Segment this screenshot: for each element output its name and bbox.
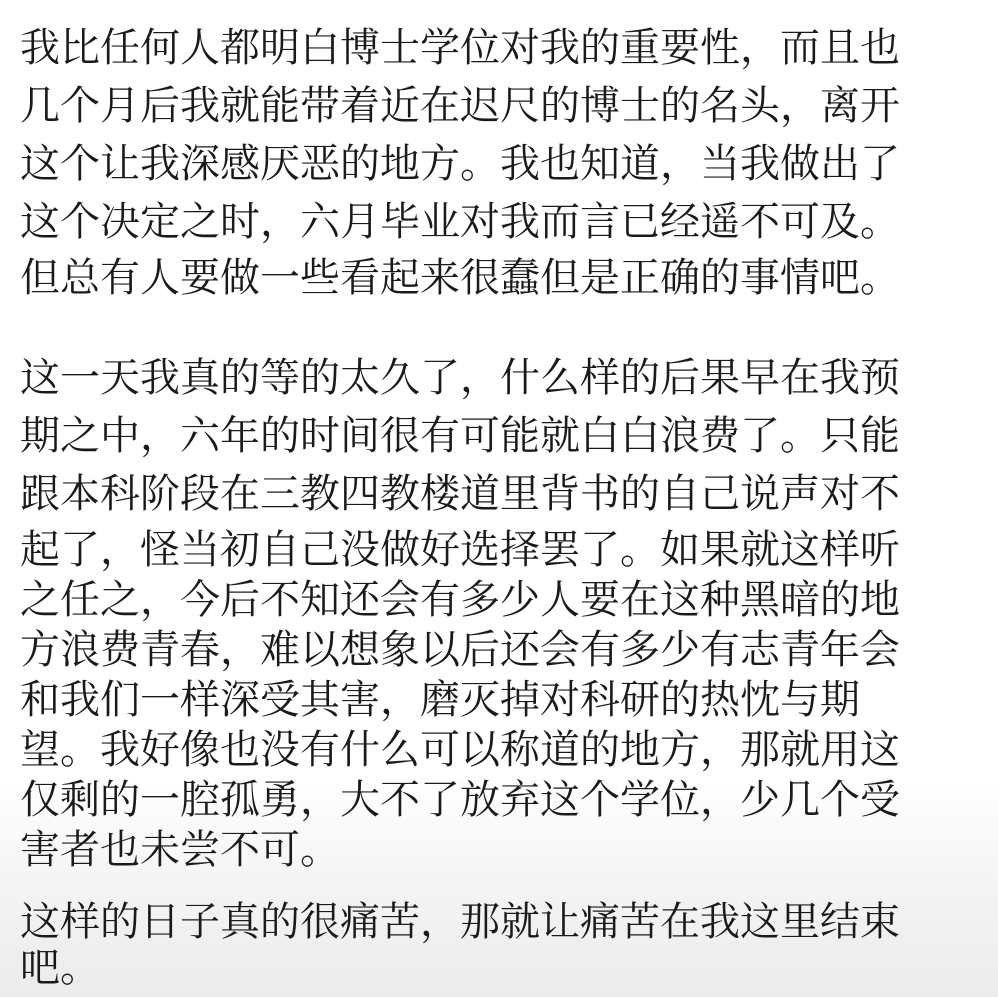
text-line: 几个月后我就能带着近在迟尺的博士的名头，离开 xyxy=(20,83,900,129)
text-line: 我比任何人都明白博士学位对我的重要性，而且也 xyxy=(20,25,900,71)
text-line: 但总有人要做一些看起来很蠢但是正确的事情吧。 xyxy=(20,255,900,301)
text-line: 吧。 xyxy=(20,945,100,991)
text-line: 方浪费青春，难以想象以后还会有多少有志青年会 xyxy=(20,627,900,673)
text-line: 望。我好像也没有什么可以称道的地方，那就用这 xyxy=(20,727,900,773)
text-line: 害者也未尝不可。 xyxy=(20,827,340,873)
text-line: 跟本科阶段在三教四教楼道里背书的自己说声对不 xyxy=(20,471,900,517)
text-line: 期之中，六年的时间很有可能就白白浪费了。只能 xyxy=(20,413,900,459)
text-line: 起了，怪当初自己没做好选择罢了。如果就这样听 xyxy=(20,527,900,573)
text-line: 仅剩的一腔孤勇，大不了放弃这个学位，少几个受 xyxy=(20,777,900,823)
text-line: 这一天我真的等的太久了，什么样的后果早在我预 xyxy=(20,355,900,401)
text-line: 这个让我深感厌恶的地方。我也知道，当我做出了 xyxy=(20,141,900,187)
text-line: 和我们一样深受其害，磨灭掉对科研的热忱与期 xyxy=(20,677,860,723)
text-line: 之任之，今后不知还会有多少人要在这种黑暗的地 xyxy=(20,577,900,623)
text-line: 这个决定之时，六月毕业对我而言已经遥不可及。 xyxy=(20,199,900,245)
text-line: 这样的日子真的很痛苦，那就让痛苦在我这里结束 xyxy=(20,899,900,945)
